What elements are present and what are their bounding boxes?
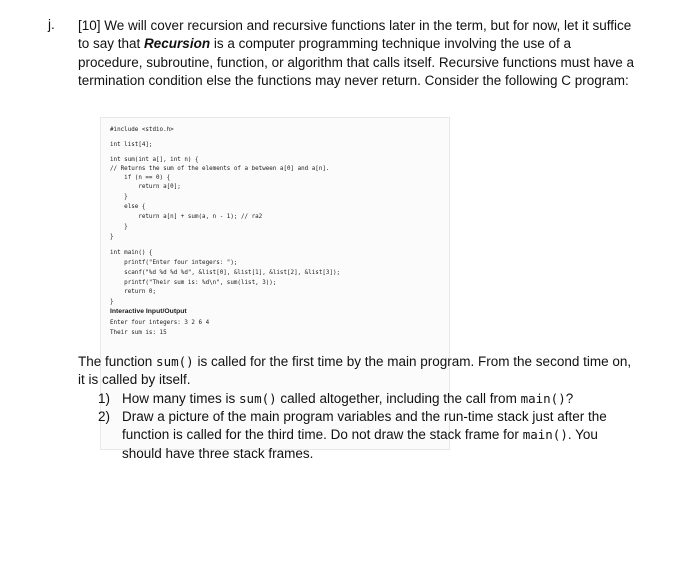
code-line: printf("Enter four integers: "); bbox=[110, 258, 238, 266]
intro-text-after: is a computer programming technique involving the use of a procedure, subroutine, function, or algorithm that calls itself. Recursive functions must have a termination condition else the functions may never return. Consider the following C program: bbox=[78, 36, 635, 88]
code-line: if (n == 0) { bbox=[110, 173, 171, 181]
io-line: Their sum is: 15 bbox=[110, 328, 167, 336]
io-heading: Interactive Input/Output bbox=[110, 308, 187, 315]
sub-question-text-middle: called altogether, including the call from bbox=[276, 391, 521, 406]
sub-question-2 bbox=[98, 408, 638, 468]
code-line: scanf("%d %d %d %d", &list[0], &list[1], &list[2], &list[3]); bbox=[110, 268, 341, 276]
code-line: } bbox=[110, 222, 128, 230]
code-line: #include <stdio.h> bbox=[110, 125, 174, 133]
sub-question-1 bbox=[98, 390, 638, 410]
problem-marker: j. bbox=[48, 17, 55, 32]
sub-question-text-after: . You should have three stack frames. bbox=[122, 427, 598, 461]
inline-code: main() bbox=[520, 391, 566, 406]
code-line: } bbox=[110, 232, 114, 240]
question-text bbox=[78, 353, 638, 390]
code-line: return a[n] + sum(a, n - 1); // ra2 bbox=[110, 212, 263, 220]
code-line: return a[0]; bbox=[110, 182, 181, 190]
sub-question-text bbox=[122, 390, 632, 408]
code-line: printf("Their sum is: %d\n", sum(list, 3)); bbox=[110, 278, 277, 286]
code-line: return 0; bbox=[110, 287, 157, 295]
problem-intro bbox=[78, 17, 638, 90]
intro-text-before: We will cover recursion and recursive functions later in the term, but for now, let it suffice to say that bbox=[78, 18, 632, 52]
question-part2: is called for the first time by the main program. From the second time on, it is called by itself. bbox=[78, 354, 632, 388]
inline-code: main() bbox=[522, 427, 568, 443]
code-line: int main() { bbox=[110, 248, 153, 256]
question-part1: The function bbox=[78, 354, 157, 369]
sum-function-name: sum() bbox=[156, 354, 194, 369]
code-line: int sum(int a[], int n) { bbox=[110, 155, 199, 163]
sub-question-text-before: How many times is bbox=[122, 391, 240, 406]
code-line: else { bbox=[110, 202, 146, 210]
code-line: } bbox=[110, 192, 128, 200]
io-line: Enter four integers: 3 2 6 4 bbox=[110, 318, 210, 326]
code-line: // Returns the sum of the elements of a between a[0] and a[n]. bbox=[110, 164, 330, 172]
sub-question-text bbox=[122, 408, 632, 463]
sub-question-number: 1) bbox=[98, 391, 111, 406]
problem-points: [10] bbox=[78, 18, 101, 33]
sub-question-text-before: Draw a picture of the main program variables and the run-time stack just after the function is called for the third time. Do not draw the stack frame for bbox=[122, 409, 607, 443]
code-line: } bbox=[110, 297, 114, 305]
sub-question-number: 2) bbox=[98, 409, 111, 424]
recursion-keyword: Recursion bbox=[144, 36, 211, 52]
code-listing bbox=[110, 125, 341, 336]
code-line: int list[4]; bbox=[110, 140, 153, 148]
sub-question-text-after: ? bbox=[565, 391, 574, 406]
inline-code: sum() bbox=[239, 391, 277, 406]
